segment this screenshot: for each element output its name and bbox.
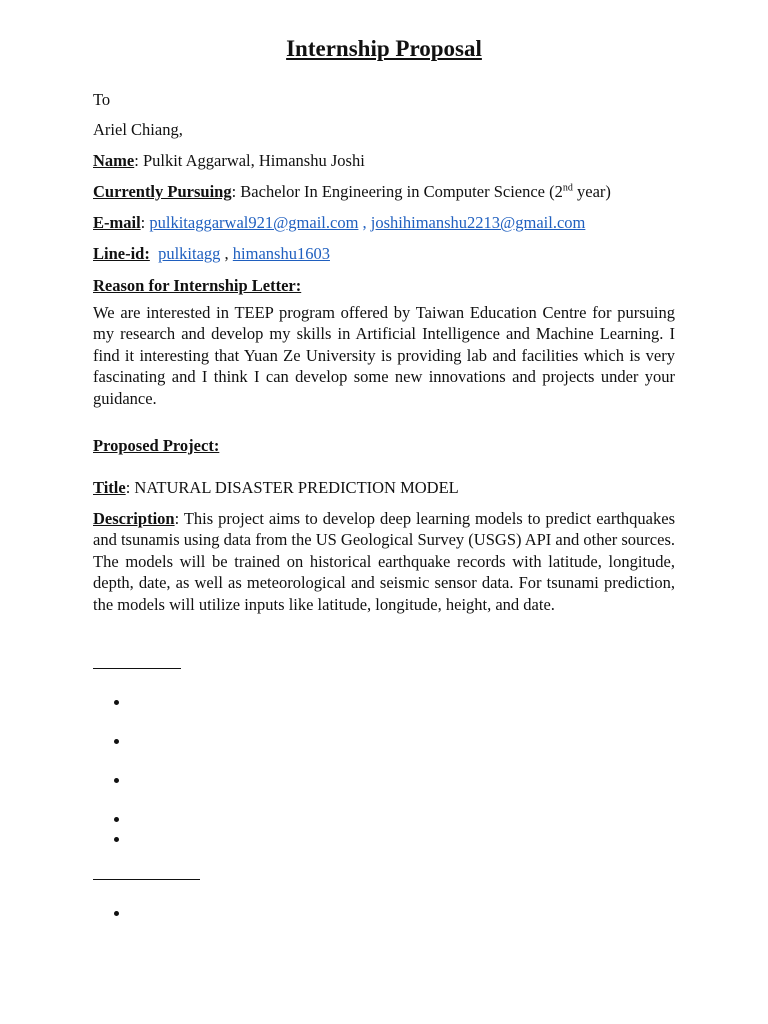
project-title-label: Title (93, 478, 126, 497)
project-description (93, 508, 675, 615)
bullet-icon (114, 778, 119, 783)
list-item (114, 736, 122, 744)
description-label: Description (93, 509, 175, 528)
list-item (114, 697, 122, 705)
list-item (114, 834, 122, 842)
list-item (114, 814, 122, 822)
list-item (114, 775, 122, 783)
name-label: Name (93, 151, 135, 170)
description-value: : This project aims to develop deep learning models to predict earthquakes and tsunamis using data from the US Geological Survey (USGS) API and other sources. The models will be trained on historical earthquake records with latitude, longitude, depth, date, as well as meteorological and seismic sensor data. For tsunami prediction, the models will utilize inputs like latitude, longitude, height, and date. (93, 509, 675, 614)
email-line (93, 212, 675, 233)
lineid-link-himanshu[interactable]: himanshu1603 (232, 244, 330, 263)
list-item (114, 908, 122, 916)
lineid-separator (150, 244, 158, 263)
project-heading: Proposed Project: (93, 436, 220, 455)
bullet-icon (114, 700, 119, 705)
lineid-line (93, 243, 675, 264)
page-title: Internship Proposal (286, 36, 482, 61)
name-value: : Pulkit Aggarwal, Himanshu Joshi (134, 151, 365, 170)
pursuing-label: Currently Pursuing (93, 182, 232, 201)
email-separator-2: , (358, 213, 371, 232)
email-separator: : (140, 213, 150, 232)
bullet-icon (114, 837, 119, 842)
pursuing-value-end: year) (572, 182, 611, 201)
bullet-icon (114, 739, 119, 744)
pursuing-sup: nd (562, 182, 573, 194)
lineid-link-pulkit[interactable]: pulkitagg (158, 244, 221, 263)
pursuing-line (93, 181, 675, 202)
name-line (93, 150, 675, 171)
recipient-line: Ariel Chiang, (93, 120, 183, 139)
blank-heading-1 (93, 668, 181, 669)
email-link-pulkit[interactable]: pulkitaggarwal921@gmail.com (149, 213, 359, 232)
email-label: E-mail (93, 213, 141, 232)
bullet-icon (114, 911, 119, 916)
to-line: To (93, 90, 111, 109)
blank-heading-2 (93, 879, 200, 880)
reason-paragraph: We are interested in TEEP program offered by Taiwan Education Centre for pursuing my research and develop my skills in Artificial Intelligence and Machine Learning. I find it interesting that Yuan Ze University is providing lab and facilities which is very fascinating and I think I can develop some new innovations and projects under your guidance. (93, 303, 675, 408)
lineid-separator-2: , (220, 244, 233, 263)
lineid-label: Line-id: (93, 244, 150, 263)
pursuing-value: : Bachelor In Engineering in Computer Science (2 (231, 182, 563, 201)
project-title-value: : NATURAL DISASTER PREDICTION MODEL (125, 478, 459, 497)
project-title-line (93, 477, 675, 498)
bullet-icon (114, 817, 119, 822)
email-link-himanshu[interactable]: joshihimanshu2213@gmail.com (370, 213, 586, 232)
reason-heading: Reason for Internship Letter: (93, 276, 302, 295)
